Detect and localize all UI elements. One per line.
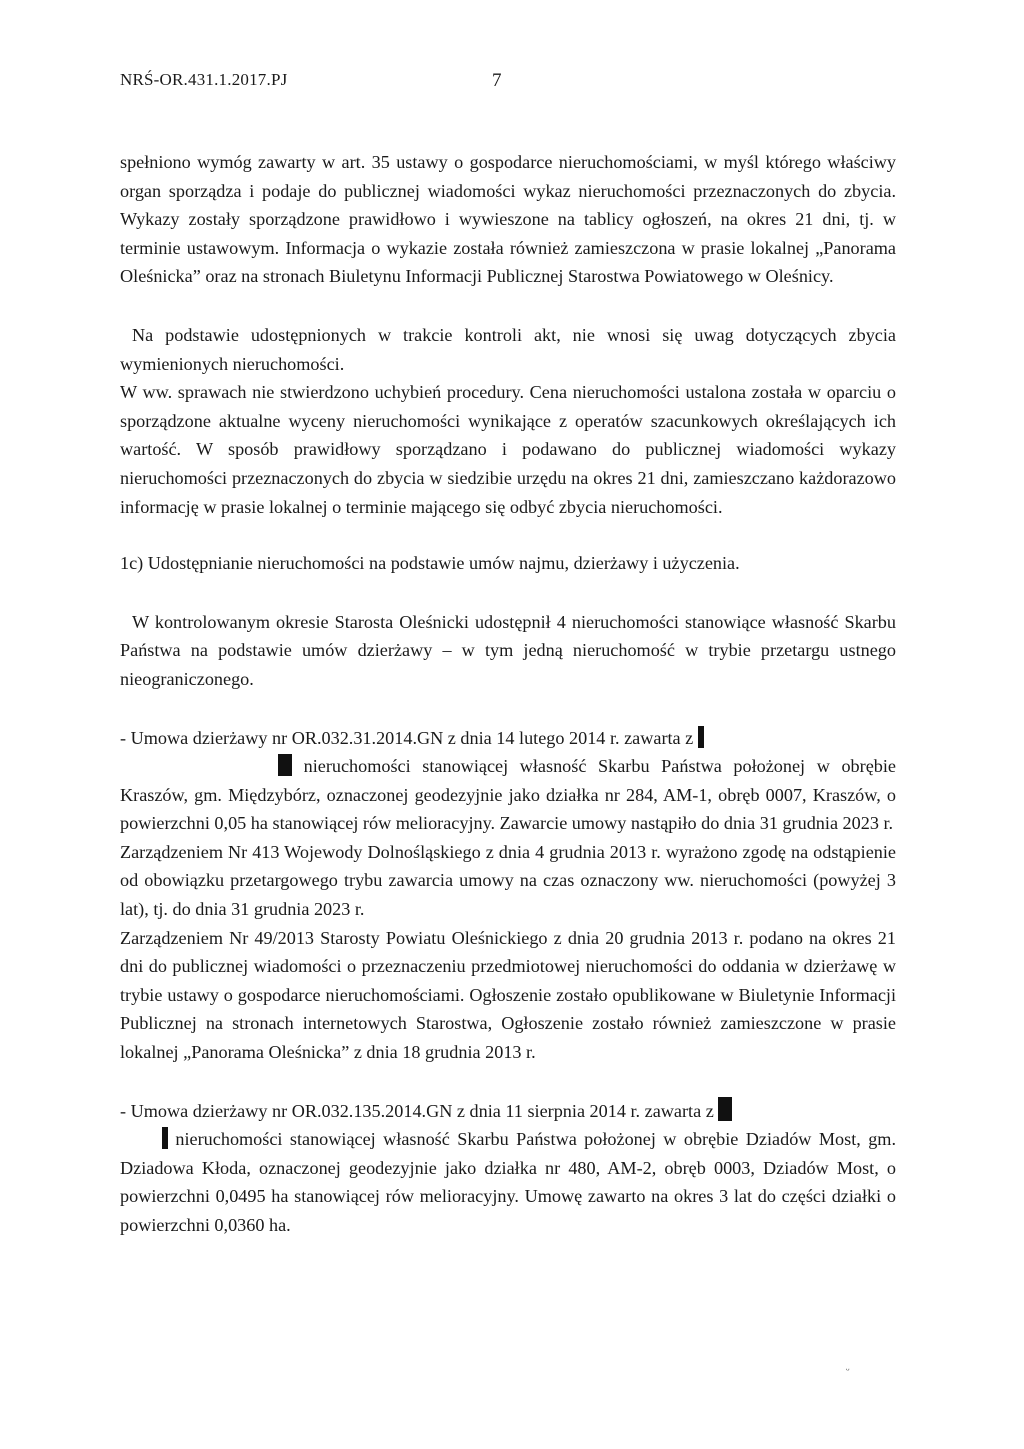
scan-mark: ᵕ [846, 1363, 850, 1377]
lease-item-2-description: nieruchomości stanowiącej własność Skarbu Państwa położonej w obrębie Dziadów Most, gm. Dziadowa Kłoda, oznaczonej geodezyjnie jako działka nr 480, AM-2, obręb 0003, Dziadów Most, o powierzchni 0,0495 ha stanowiącej rów melioracyjny. Umowę zawarto na okres 3 lat do części działki o powierzchni 0,0360 ha. [120, 1129, 896, 1235]
page-header [120, 70, 900, 100]
lease-item-1-description: nieruchomości stanowiącej własność Skarbu Państwa położonej w obrębie Kraszów, gm. Międzybórz, oznaczonej geodezyjnie jako działka nr 284, AM-1, obręb 0007, Kraszów, o powierzchni 0,05 ha stanowiącej rów melioracyjny. Zawarcie umowy nastąpiło do dnia 31 grudnia 2023 r. [120, 756, 896, 834]
section-heading-1c: 1c) Udostępnianie nieruchomości na podstawie umów najmu, dzierżawy i użyczenia. [120, 553, 740, 574]
lease-item-2 [120, 1097, 896, 1240]
page-number: 7 [492, 70, 502, 91]
redaction-block [278, 754, 292, 776]
document-body [120, 148, 896, 1240]
lease-item-2-title: - Umowa dzierżawy nr OR.032.135.2014.GN z dnia 11 sierpnia 2014 r. zawarta z [120, 1100, 714, 1121]
redaction-block [162, 1127, 168, 1149]
lease-item-1-notice: Zarządzeniem Nr 49/2013 Starosty Powiatu Oleśnickiego z dnia 20 grudnia 2013 r. podano na okres 21 dni do publicznej wiadomości o przeznaczeniu przedmiotowej nieruchomości do oddania w dzierżawę w trybie ustawy o gospodarce nieruchomościami. Ogłoszenie zostało opublikowane w Biuletynie Informacji Publicznej na stronach internetowych Starostwa, Ogłoszenie zostało również zamieszczone w prasie lokalnej „Panorama Oleśnicka” z dnia 18 grudnia 2013 r. [120, 927, 896, 1063]
paragraph-wykazy: spełniono wymóg zawarty w art. 35 ustawy o gospodarce nieruchomościami, w myśl którego właściwy organ sporządza i podaje do publicznej wiadomości wykaz nieruchomości przeznaczonych do zbycia. Wykazy zostały sporządzone prawidłowo i wywieszone na tablicy ogłoszeń, na okres 21 dni, tj. w terminie ustawowym. Informacja o wykazie została również zamieszczona w prasie lokalnej „Panorama Oleśnicka” oraz na stronach Biuletynu Informacji Publicznej Starostwa Powiatowego w Oleśnicy. [120, 152, 896, 287]
paragraph-brak-uwag: Na podstawie udostępnionych w trakcie kontroli akt, nie wnosi się uwag dotyczących zbycia wymienionych nieruchomości. [120, 324, 896, 374]
paragraph-udostepnienie: W kontrolowanym okresie Starosta Oleśnicki udostępnił 4 nieruchomości stanowiące własność Skarbu Państwa na podstawie umów dzierżawy – w tym jedną nieruchomość w trybie przetargu ustnego nieograniczonego. [120, 611, 896, 689]
paragraph-uchybienia: W ww. sprawach nie stwierdzono uchybień procedury. Cena nieruchomości ustalona została w oparciu o sporządzone aktualne wyceny nieruchomości wynikające z operatów szacunkowych określających ich wartość. W sposób prawidłowy sporządzano i podawano do publicznej wiadomości wykazy nieruchomości przeznaczonych do zbycia w siedzibie urzędu na okres 21 dni, zamieszczano każdorazowo informację w prasie lokalnej o terminie mającego się odbyć zbycia nieruchomości. [120, 382, 896, 517]
lease-item-1-title: - Umowa dzierżawy nr OR.032.31.2014.GN z dnia 14 lutego 2014 r. zawarta z [120, 727, 694, 748]
lease-item-1-consent: Zarządzeniem Nr 413 Wojewody Dolnośląskiego z dnia 4 grudnia 2013 r. wyrażono zgodę na odstąpienie od obowiązku przetargowego trybu zawarcia umowy na czas oznaczony ww. nieruchomości (powyżej 3 lat), tj. do dnia 31 grudnia 2023 r. [120, 841, 896, 920]
redaction-block [698, 726, 704, 748]
redaction-block [718, 1097, 732, 1121]
lease-item-1 [120, 724, 896, 838]
document-reference: NRŚ-OR.431.1.2017.PJ [120, 70, 288, 89]
